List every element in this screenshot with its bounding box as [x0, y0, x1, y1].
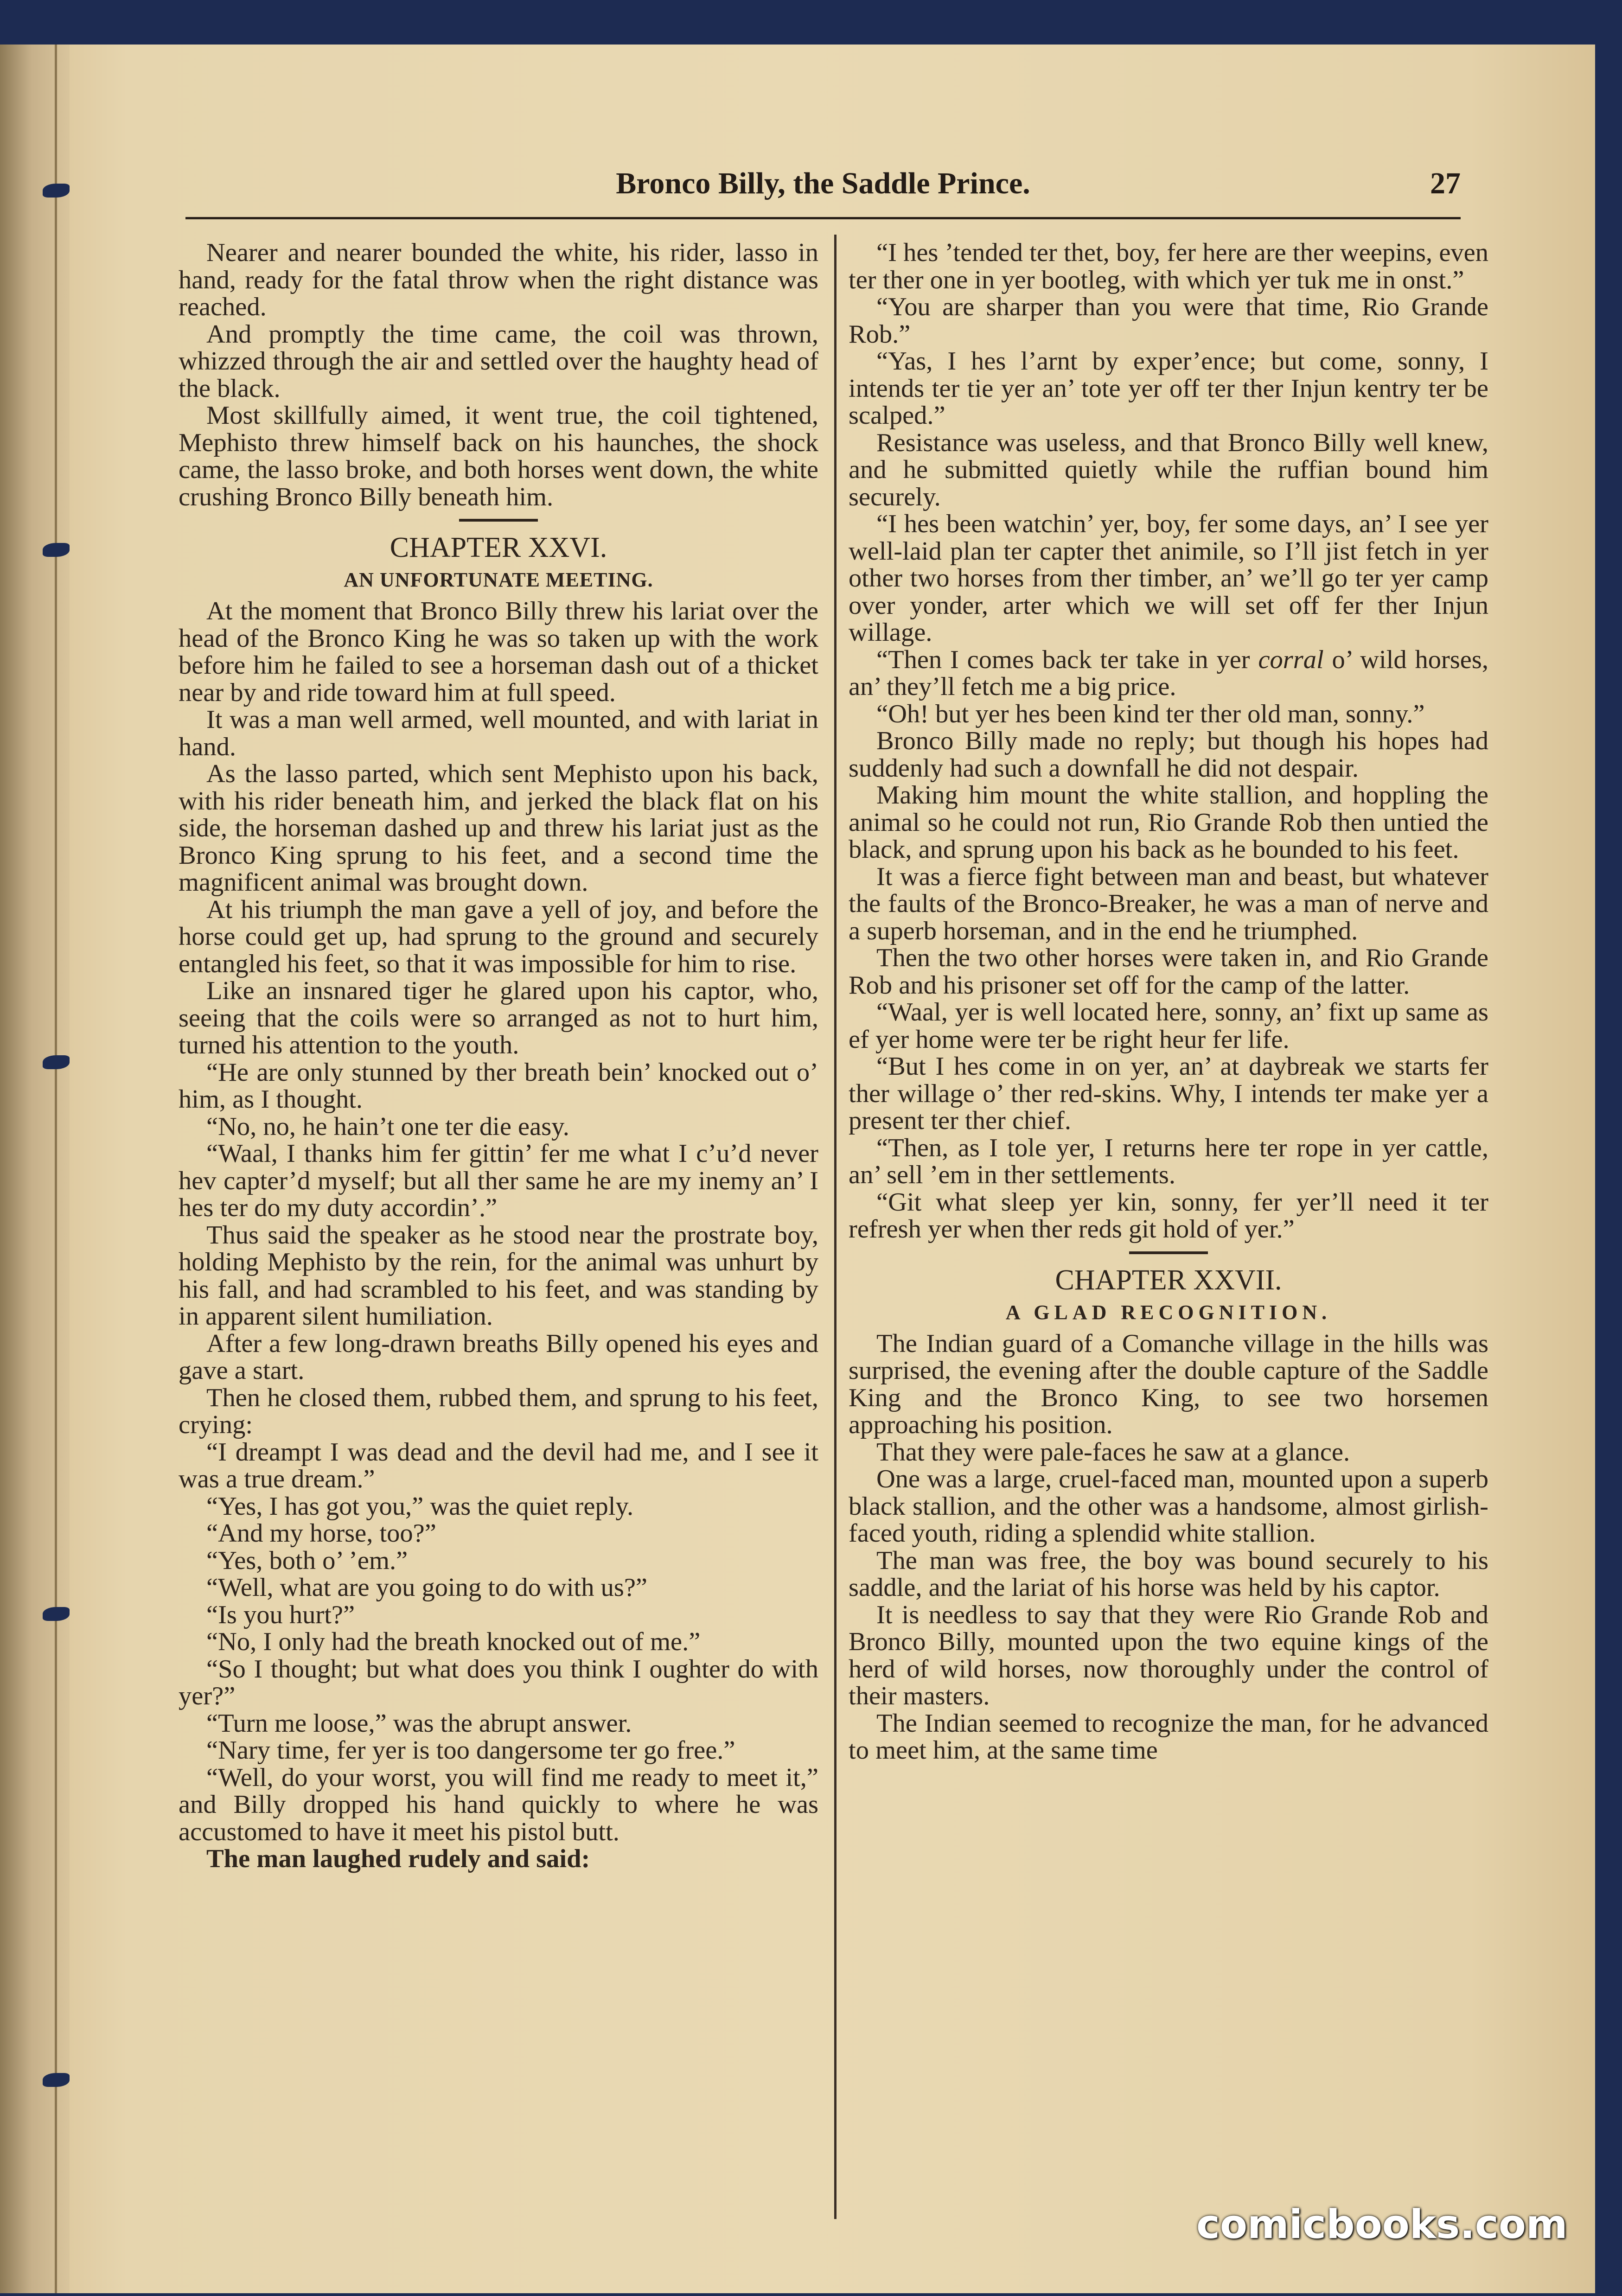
paragraph: The Indian guard of a Comanche village in the hills was surprised, the evening after the double capture of the Saddle King and the Bronco King, to see two horsemen approaching his position.: [849, 1329, 1488, 1439]
paragraph: Making him mount the white stallion, and hoppling the animal so he could not run, Rio Grande Rob then untied the black, and sprung upon his back as he bounded to his feet.: [849, 781, 1488, 864]
paragraph: “Oh! but yer hes been kind ter ther old man, sonny.”: [876, 699, 1425, 728]
watermark: comicbooks.com: [1196, 2201, 1568, 2248]
paragraph: “And my horse, too?”: [206, 1519, 436, 1548]
paragraph: “But I hes come in on yer, an’ at daybreak we starts fer ther willage o’ ther red-skins. Why, I intends ter make yer a present ter ther chief.: [849, 1052, 1488, 1135]
chapter-title: CHAPTER XXVI.: [390, 532, 607, 563]
paragraph: “I hes been watchin’ yer, boy, fer some days, an’ I see yer well-laid plan ter capter thet animile, so I’ll jist fetch in yer other two horses from ther timber, an’ we’ll go ter yer camp over yonder, arter which we will set off fer ther Injun willage.: [849, 510, 1488, 647]
paragraph: The man was free, the boy was bound securely to his saddle, and the lariat of his horse was held by his captor.: [849, 1546, 1488, 1602]
paragraph: “Turn me loose,” was the abrupt answer.: [206, 1709, 632, 1738]
paragraph: “Nary time, fer yer is too dangersome ter go free.”: [206, 1736, 735, 1765]
paragraph: “Yas, I hes l’arnt by exper’ence; but come, sonny, I intends ter tie yer an’ tote yer off ter ther Injun kentry ter be scalped.”: [849, 347, 1488, 430]
paragraph: The Indian seemed to recognize the man, for he advanced to meet him, at the same time: [849, 1709, 1488, 1765]
binding-line: [55, 45, 57, 2293]
paragraph: As the lasso parted, which sent Mephisto upon his back, with his rider beneath him, and jerked the black flat on his side, the horseman dashed up and threw his lariat just as the Bronco King sprung to his feet, and a second time the magnificent animal was brought down.: [179, 759, 818, 897]
paragraph: “Then, as I tole yer, I returns here ter rope in yer cattle, an’ sell ’em in ther settlements.: [849, 1133, 1488, 1189]
paragraph: That they were pale-faces he saw at a glance.: [876, 1437, 1350, 1467]
paragraph: “Yes, I has got you,” was the quiet reply.: [206, 1492, 634, 1521]
paragraph: After a few long-drawn breaths Billy opened his eyes and gave a start.: [179, 1329, 818, 1385]
paragraph: “Well, what are you going to do with us?”: [206, 1573, 648, 1602]
paragraph: Then the two other horses were taken in, and Rio Grande Rob and his prisoner set off for the camp of the latter.: [849, 944, 1488, 1000]
paragraph: “No, no, he hain’t one ter die easy.: [206, 1112, 569, 1141]
paragraph: “Git what sleep yer kin, sonny, fer yer’ll need it ter refresh yer when ther reds git hold of yer.”: [849, 1187, 1488, 1244]
right-column: [849, 239, 1488, 2187]
page-number: 27: [1430, 166, 1461, 200]
paragraph: “You are sharper than you were that time, Rio Grande Rob.”: [849, 293, 1488, 349]
text-run: “Then I comes back ter take in yer: [876, 645, 1258, 674]
paragraph: “Is you hurt?”: [206, 1600, 355, 1629]
paragraph: At his triumph the man gave a yell of joy, and before the horse could get up, had sprung to the ground and securely entangled his feet, so that it was impossible for him to rise.: [179, 895, 818, 978]
paragraph: It was a man well armed, well mounted, and with lariat in hand.: [179, 705, 818, 761]
paragraph: “Well, do your worst, you will find me ready to meet it,” and Billy dropped his hand quickly to where he was accustomed to have it meet his pistol butt.: [179, 1763, 818, 1846]
book-spine: [0, 45, 70, 2293]
paragraph: Resistance was useless, and that Bronco Billy well knew, and he submitted quietly while the ruffian bound him securely.: [849, 428, 1488, 511]
paragraph: Thus said the speaker as he stood near the prostrate boy, holding Mephisto by the rein, for the animal was unhurt by his fall, and had scrambled to his feet, and was standing by in apparent silent humiliation.: [179, 1220, 818, 1331]
binding-stitch: [43, 184, 70, 198]
paragraph: At the moment that Bronco Billy threw his lariat over the head of the Bronco King he was so taken up with the work before him he failed to see a horseman dash out of a thicket near by and ride toward him at full speed.: [179, 597, 818, 707]
italic-word: corral: [1258, 645, 1324, 674]
column-divider: [834, 235, 837, 2219]
chapter-subtitle: A GLAD RECOGNITION.: [1005, 1301, 1332, 1324]
chapter-title: CHAPTER XXVII.: [1055, 1264, 1282, 1296]
paragraph: “I dreampt I was dead and the devil had me, and I see it was a true dream.”: [179, 1437, 818, 1493]
binding-stitch: [43, 1055, 70, 1069]
binding-stitch: [43, 2073, 70, 2087]
paragraph: Bronco Billy made no reply; but though his hopes had suddenly had such a downfall he did not despair.: [849, 727, 1488, 783]
binding-stitch: [43, 1607, 70, 1621]
section-rule: [459, 519, 538, 522]
paragraph: “Waal, I thanks him fer gittin’ fer me what I c’u’d never hev capter’d myself; but all ther same he are my inemy an’ I hes ter do my duty accordin’.”: [179, 1139, 818, 1222]
paragraph: One was a large, cruel-faced man, mounted upon a superb black stallion, and the other was a handsome, almost girlish-faced youth, riding a splendid white stallion.: [849, 1465, 1488, 1548]
paragraph: “Yes, both o’ ’em.”: [206, 1546, 408, 1575]
paragraph: “No, I only had the breath knocked out of me.”: [206, 1627, 701, 1656]
section-rule: [1129, 1251, 1208, 1254]
paragraph: Nearer and nearer bounded the white, his rider, lasso in hand, ready for the fatal throw when the right distance was reached.: [179, 238, 818, 321]
header-title: Bronco Billy, the Saddle Prince.: [616, 166, 1030, 200]
paragraph: It is needless to say that they were Rio Grande Rob and Bronco Billy, mounted upon the two equine kings of the herd of wild horses, now thoroughly under the control of their masters.: [849, 1600, 1488, 1710]
paragraph: “He are only stunned by ther breath bein’ knocked out o’ him, as I thought.: [179, 1058, 818, 1114]
paragraph: “Waal, yer is well located here, sonny, an’ fixt up same as ef yer home were ter be right heur fer life.: [849, 998, 1488, 1054]
chapter-subtitle: AN UNFORTUNATE MEETING.: [344, 568, 653, 591]
paragraph: “So I thought; but what does you think I oughter do with yer?”: [179, 1654, 818, 1710]
book-page: [0, 45, 1595, 2293]
paragraph: Most skillfully aimed, it went true, the coil tightened, Mephisto threw himself back on his haunches, the shock came, the lasso broke, and both horses went down, the white crushing Bronco Billy beneath him.: [179, 401, 818, 511]
paragraph: It was a fierce fight between man and beast, but whatever the faults of the Bronco-Breaker, he was a man of nerve and a superb horseman, and in the end he triumphed.: [849, 862, 1488, 945]
paragraph: [849, 646, 1488, 701]
paragraph: Like an insnared tiger he glared upon his captor, who, seeing that the coils were so arranged as not to hurt him, turned his attention to the youth.: [179, 976, 818, 1059]
paragraph: “I hes ’tended ter thet, boy, fer here are ther weepins, even ter ther one in yer bootleg, with which yer tuk me in onst.”: [849, 238, 1488, 294]
binding-stitch: [43, 543, 70, 557]
running-header: [185, 166, 1461, 219]
text-run: o’ wild horses, an’ they’ll fetch me a big price.: [849, 645, 1489, 701]
paragraph: And promptly the time came, the coil was thrown, whizzed through the air and settled over the haughty head of the black.: [179, 319, 818, 403]
paragraph: Then he closed them, rubbed them, and sprung to his feet, crying:: [179, 1383, 818, 1439]
paragraph: The man laughed rudely and said:: [206, 1844, 590, 1873]
left-column: [179, 239, 818, 2187]
